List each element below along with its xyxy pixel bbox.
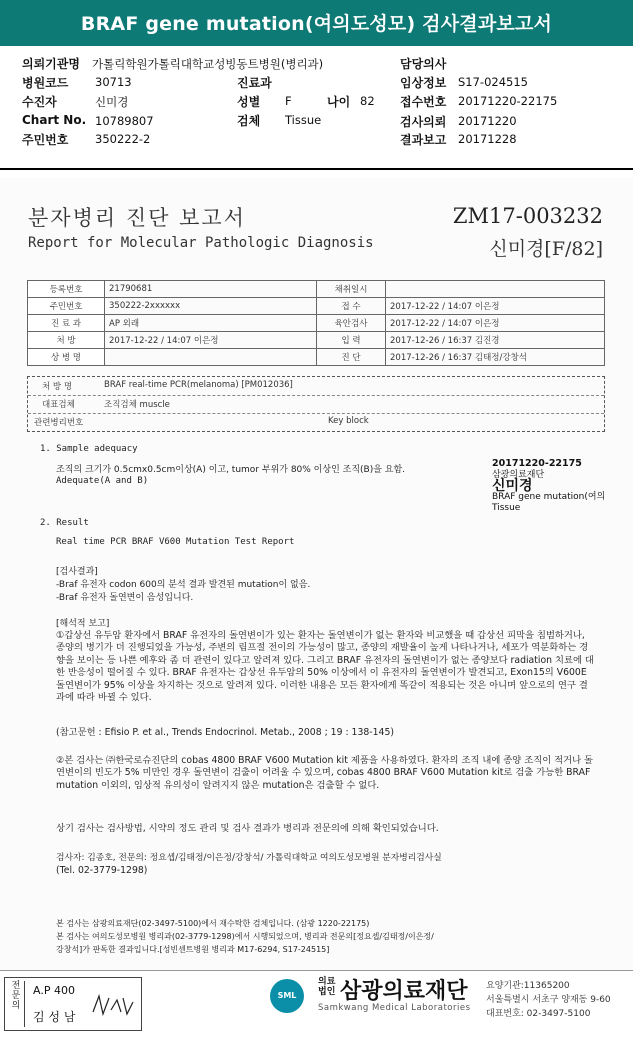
age-value: 82 (360, 94, 375, 108)
receipt-label: 접수번호 (400, 95, 447, 109)
interp-title: [해석적 보고] (56, 619, 110, 629)
table-cell: 2017-12-22 / 14:07 이은정 (105, 332, 317, 349)
hospital-code-label: 병원코드 (22, 76, 69, 90)
interp-paragraph-2: ②본 검사는 ㈜한국로슈진단의 cobas 4800 BRAF V600 Mutation kit 제품을 사용하였다. 환자의 조직 내에 종양 조직이 적거나 돌연변이의 빈도가 5% 미만인 경우 돌연변이 검출이 어려울 수 있으며, cobas 4800 BRAF V600 Mutation kit로 검출 가능한 BRAF mutation 이외의, 임상적 유의성이 알려지지 않은 mutation은 검출할 수 없다. (56, 755, 594, 791)
sec1-title: 1. Sample adequacy (40, 444, 138, 454)
chart-value: 10789807 (95, 114, 154, 128)
interp-paragraph-1: ①갑상선 유두암 환자에서 BRAF 유전자의 돌연변이가 있는 환자는 돌연변이가 없는 환자와 비교했을 때 갑상선 피막을 침범하거나, 종양의 병기가 더 진행되었을 가능성, 주변의 림프절 전이의 가능성이 많고, 종양의 재발율이 높게 나타나거나, 세포가 역분화하는 경향을 보이는 등 나쁜 예후와 좀 더 관련이 있다고 알려져 있다. 그리고 BRAF 유전자의 돌연변이가 없는 종양보다 radiation 치료에 대한 반응성이 떨어질 수 있다. BRAF 유전자는 갑상선 유두암의 50% 이상에서 이 유전자의 돌연변이가 발견되고, Exon15의 V600E 돌연변이가 95% 이상을 차지하는 것으로 알려져 있다. 이러한 내용은 모든 환자에게 똑같이 적용되는 것은 아니며 앞으로의 연구 결과에 따라 바뀔 수 있다. (56, 630, 594, 704)
scan-title-kr: 분자병리 진단 보고서 (28, 206, 246, 230)
stamp-line2: 삼광의료재단 (492, 470, 545, 480)
sec2-title: 2. Result (40, 518, 89, 528)
table-cell: 입 력 (317, 332, 386, 349)
table-row (28, 281, 605, 298)
table-cell: 등록번호 (28, 281, 105, 298)
report-label: 결과보고 (400, 133, 447, 147)
table-cell: 주민번호 (28, 298, 105, 315)
sig-line2: 김 성 남 (33, 1010, 76, 1024)
order-row (28, 377, 604, 396)
table-cell: 2017-12-22 / 14:07 이은정 (386, 315, 605, 332)
specimen-label: 검체 (237, 114, 261, 128)
table-row (28, 349, 605, 366)
stamp-line5: Tissue (492, 503, 521, 513)
table-cell: 상 병 명 (28, 349, 105, 366)
registration-table (27, 280, 605, 366)
report-value: 20171228 (458, 132, 517, 146)
logo-name: 삼광의료재단 (340, 979, 468, 1004)
doctor-label: 담당의사 (400, 57, 447, 71)
sec2-line1: Real time PCR BRAF V600 Mutation Test Report (56, 537, 295, 547)
interp-reference: (참고문헌 : Efisio P. et al., Trends Endocrinol. Metab., 2008 ; 19 : 138-145) (56, 727, 395, 738)
table-cell (105, 349, 317, 366)
table-cell (386, 281, 605, 298)
logo-prefix-1: 의료 (318, 977, 336, 987)
clinical-label: 임상정보 (400, 76, 447, 90)
result-line2: -Braf 유전자 돌연변이 음성입니다. (56, 593, 194, 603)
resident-value: 350222-2 (95, 132, 151, 146)
section-divider (0, 168, 633, 170)
table-cell: 육안검사 (317, 315, 386, 332)
sml-logo-icon: SML (270, 979, 304, 1013)
stamp-line3: 신미경 (492, 478, 533, 494)
sig-vertical-label: 전문의 (8, 981, 25, 1027)
table-cell: 채취일시 (317, 281, 386, 298)
keyblock-label: Key block (328, 416, 369, 426)
table-row (28, 332, 605, 349)
report-header (0, 0, 633, 46)
related-label: 관련병리번호 (34, 418, 84, 428)
table-cell: 2017-12-22 / 14:07 이은정 (386, 298, 605, 315)
staff-line2: (Tel. 02-3779-1298) (56, 865, 148, 876)
rep-label: 대표검체 (42, 400, 75, 410)
report-number: ZM17-003232 (452, 204, 603, 228)
table-row (28, 298, 605, 315)
institution-label: 의뢰기관명 (22, 57, 80, 71)
clinical-value: S17-024515 (458, 75, 528, 89)
staff-line1: 검사자: 김종호, 전문의: 정요셉/김태정/이은정/강창석/ 가톨릭대학교 여의도성모병원 분자병리검사실 (56, 853, 442, 863)
order-label: 처 방 명 (42, 382, 73, 392)
scan-patient: 신미경[F/82] (489, 238, 603, 260)
contact-block (486, 979, 611, 1021)
sec1-line2: Adequate(A and B) (56, 476, 149, 486)
table-cell: 21790681 (105, 281, 317, 298)
specimen-stamp (492, 458, 605, 514)
table-cell: 처 방 (28, 332, 105, 349)
order-value: BRAF real-time PCR(melanoma) [PM012036] (104, 380, 293, 390)
request-value: 20171220 (458, 114, 517, 128)
stamp-line1: 20171220-22175 (492, 458, 582, 469)
request-label: 검사의뢰 (400, 115, 447, 129)
phone: 대표번호: 02-3497-5100 (486, 1009, 591, 1019)
org-code: 요양기관:11365200 (486, 981, 570, 991)
result-title: [검사결과] (56, 567, 98, 577)
rep-specimen-row (28, 395, 604, 414)
report-footer (0, 970, 633, 1042)
logo-english: Samkwang Medical Laboratories (318, 1003, 471, 1013)
logo-prefix-2: 법인 (318, 987, 336, 997)
table-cell: 2017-12-26 / 16:37 김태정/강창석 (386, 349, 605, 366)
rep-value: 조직검체 muscle (104, 400, 170, 410)
related-row (28, 413, 604, 431)
table-cell: AP 외래 (105, 315, 317, 332)
logo-prefix (318, 977, 335, 997)
footer-line2: 본 검사는 여의도성모병원 병리과(02-3779-1298)에서 시행되었으며, 병리과 전문의[정요셉/김태정/이은정/ (56, 932, 434, 941)
footer-line3: 강창석]가 판독한 결과입니다.[성빈센트병원 병리과 M17-6294, S17-24515] (56, 945, 330, 954)
sec1-line1: 조직의 크기가 0.5cmx0.5cm이상(A) 이고, tumor 부위가 80% 이상인 조직(B)을 요함. (56, 465, 406, 475)
table-cell: 진 료 과 (28, 315, 105, 332)
dept-label: 진료과 (237, 76, 272, 90)
patient-value: 신미경 (95, 95, 129, 109)
table-row (28, 315, 605, 332)
hospital-code-value: 30713 (95, 75, 132, 89)
table-cell: 350222-2xxxxxx (105, 298, 317, 315)
scan-title-en: Report for Molecular Pathologic Diagnosis (28, 235, 374, 251)
institution-value: 가톨릭학원가톨릭대학교성빙동트병원(병리과) (92, 57, 324, 71)
stamp-line4: BRAF gene mutation(여의 (492, 492, 606, 502)
footer-line1: 본 검사는 삼광의료재단(02-3497-5100)에서 재수탁한 검체입니다. (삼광 1220-22175) (56, 919, 370, 928)
specimen-value: Tissue (285, 113, 322, 127)
sex-label: 성별 (237, 95, 261, 109)
signature-icon (91, 992, 135, 1018)
sex-value: F (285, 94, 292, 108)
confirm-statement: 상기 검사는 검사방법, 시약의 정도 관리 및 검사 결과가 병리과 전문의에 의해 확인되었습니다. (56, 823, 439, 834)
result-line1: -Braf 유전자 codon 600의 분석 결과 발견된 mutation이 없음. (56, 580, 311, 590)
age-label: 나이 (327, 95, 351, 109)
order-box (27, 376, 605, 432)
address: 서울특별시 서초구 양재동 9-60 (486, 995, 611, 1005)
table-cell: 진 단 (317, 349, 386, 366)
scanned-report (0, 178, 633, 970)
sig-line1: A.P 400 (33, 984, 75, 997)
signature-box (4, 977, 142, 1031)
patient-label: 수진자 (22, 95, 57, 109)
receipt-value: 20171220-22175 (458, 94, 558, 108)
report-title: BRAF gene mutation(여의도성모) 검사결과보고서 (80, 13, 553, 35)
chart-label: Chart No. (22, 113, 87, 127)
patient-info-panel (0, 46, 633, 166)
table-cell: 접 수 (317, 298, 386, 315)
resident-label: 주민번호 (22, 133, 69, 147)
table-cell: 2017-12-26 / 16:37 김진경 (386, 332, 605, 349)
